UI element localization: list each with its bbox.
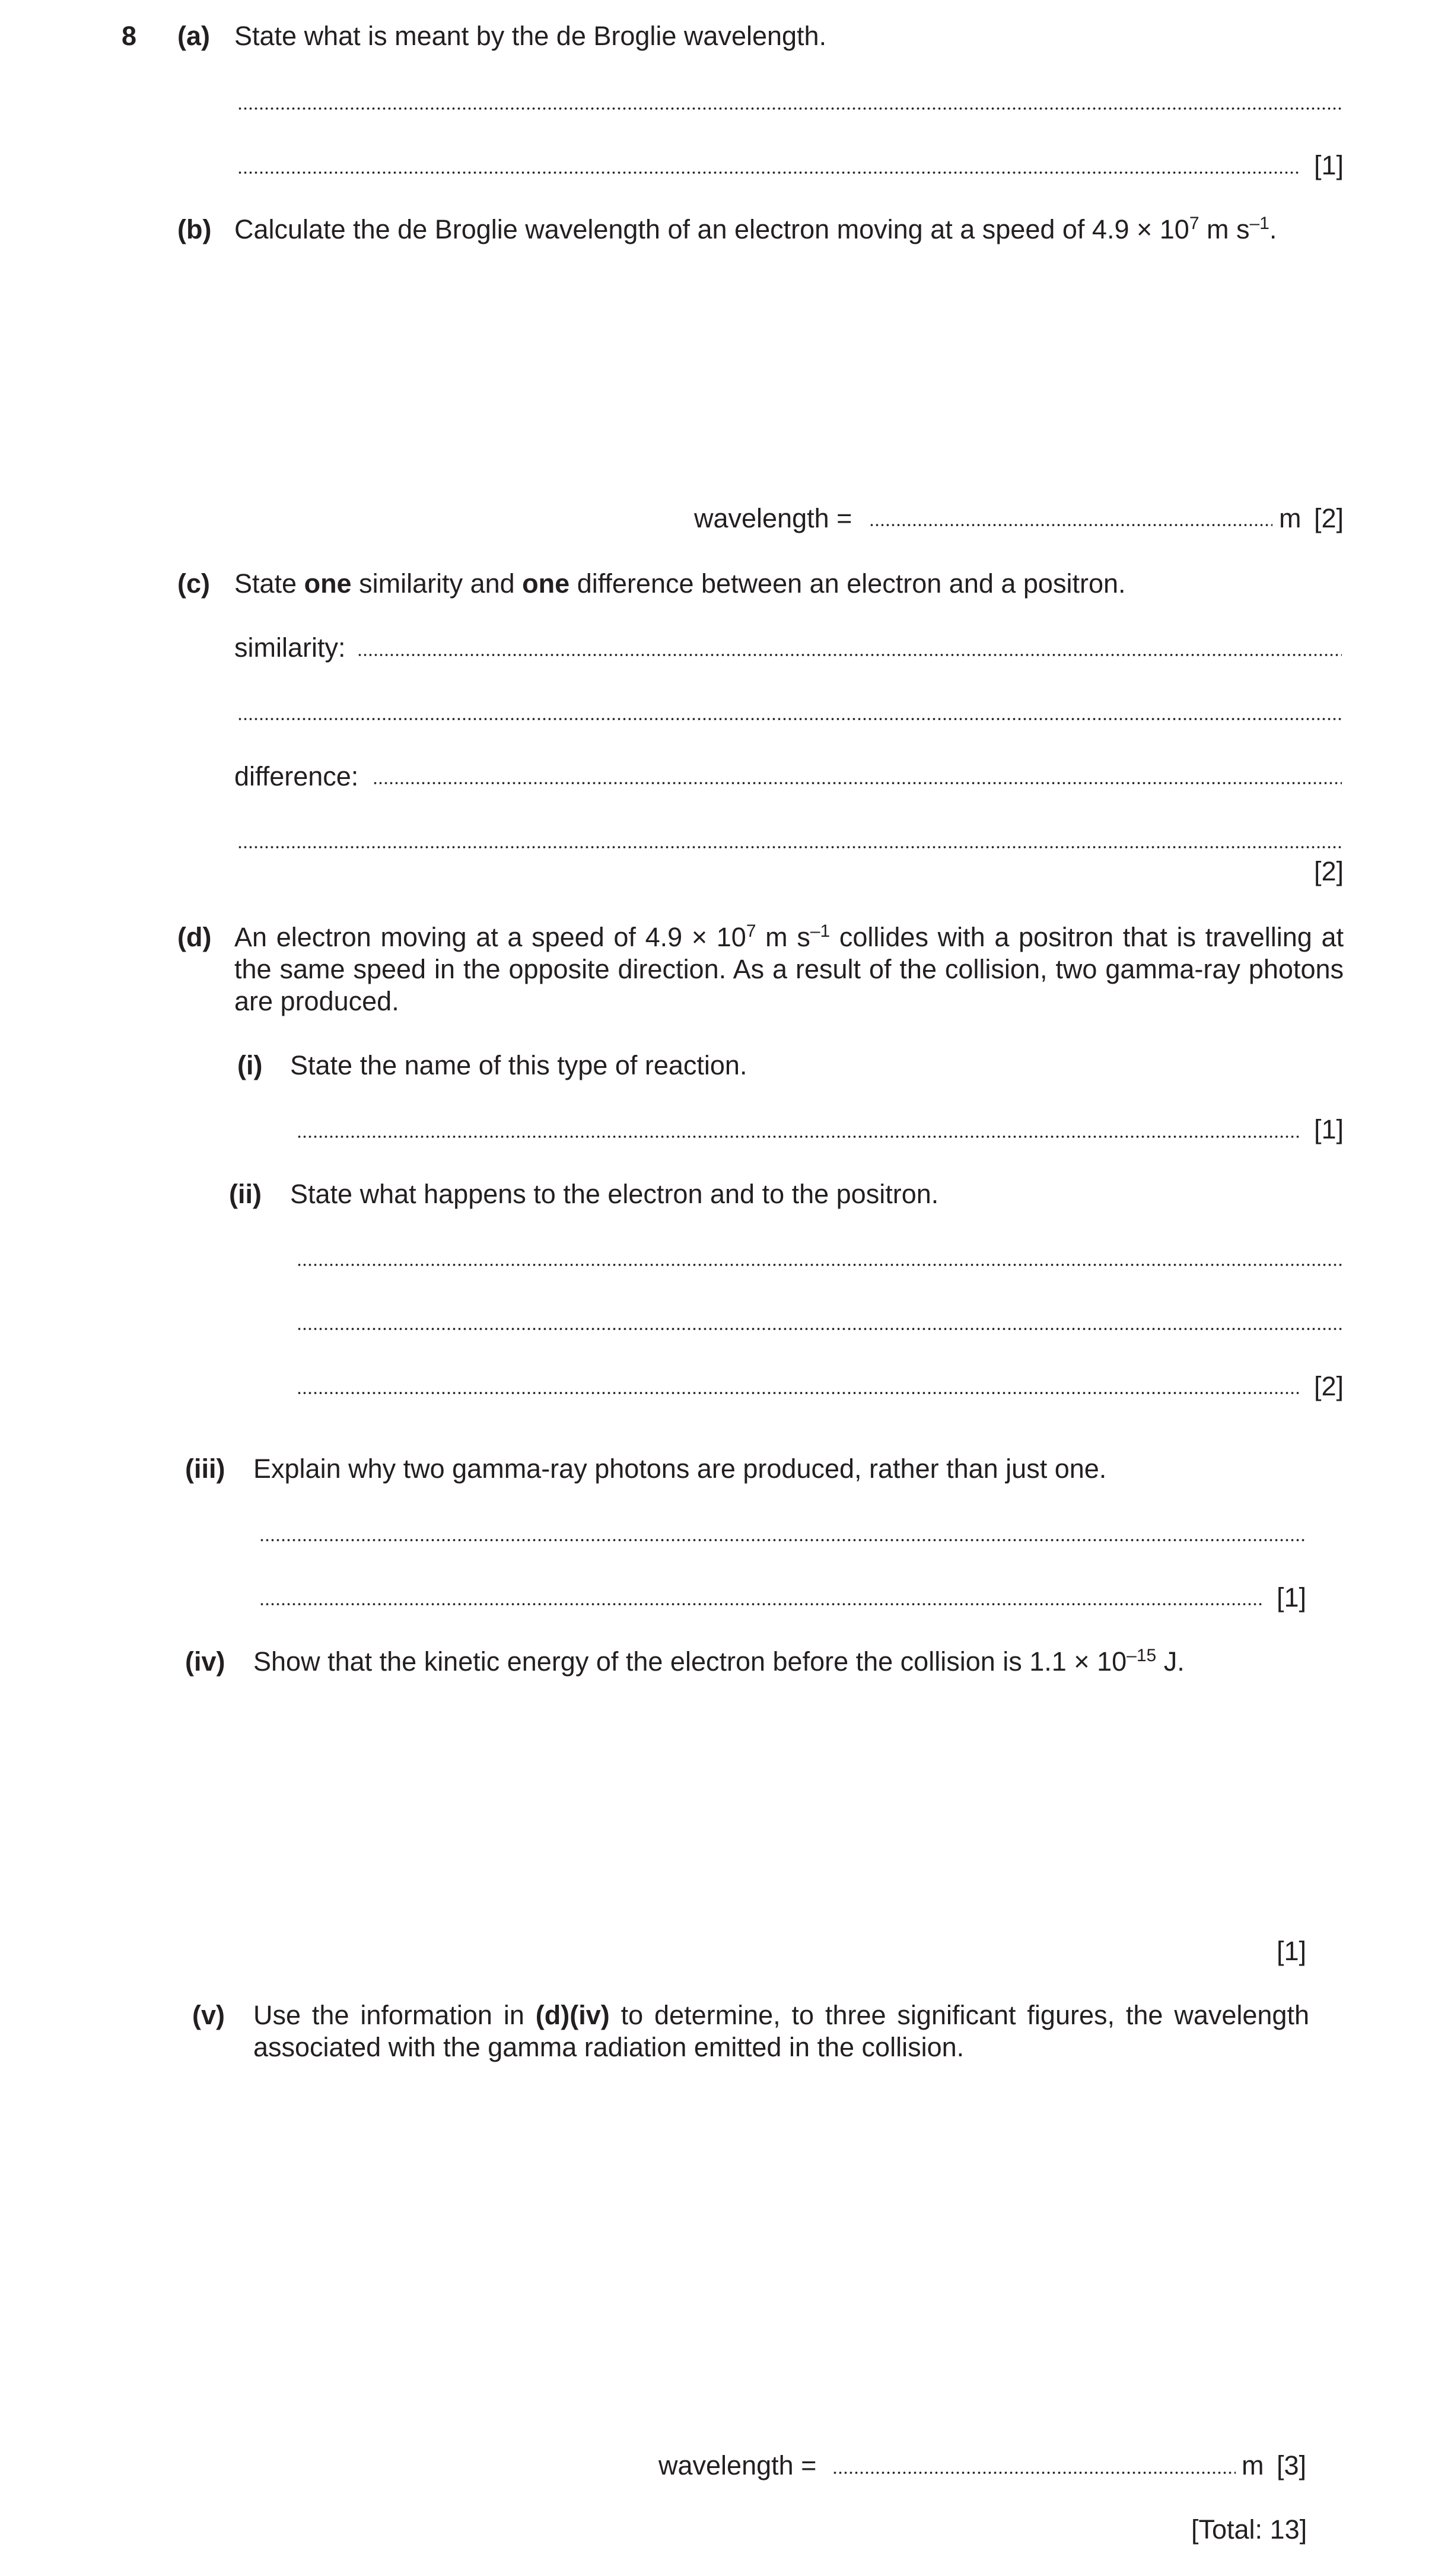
- answer-line-d-i[interactable]: [297, 1135, 1299, 1138]
- part-d-i-label: (i): [237, 1050, 263, 1080]
- question-number: 8: [122, 21, 137, 51]
- difference-label: difference:: [234, 761, 359, 791]
- part-d-iii-label: (iii): [185, 1454, 225, 1484]
- mark-c: [2]: [1314, 856, 1344, 886]
- part-d-iii-prompt: Explain why two gamma-ray photons are produced, rather than just one.: [253, 1454, 1107, 1484]
- answer-line-a2[interactable]: [237, 171, 1299, 174]
- mark-d-v: [3]: [1277, 2450, 1307, 2480]
- similarity-label: similarity:: [234, 632, 346, 663]
- part-b-label: (b): [177, 214, 212, 244]
- answer-line-d-iii-1[interactable]: [259, 1538, 1304, 1542]
- part-c-label: (c): [177, 568, 210, 599]
- part-d-iv-prompt: Show that the kinetic energy of the electron before the collision is $1.1 \times 10^{-15}$ J.: [253, 1646, 1185, 1677]
- answer-line-d-ii-2[interactable]: [297, 1327, 1342, 1331]
- answer-line-similarity-2[interactable]: [237, 717, 1342, 721]
- part-d-stem: An electron moving at a speed of $4.9 \times 10^7$ m $s^{-1}$ collides with a positron that is travelling at the same speed in the opposite direction. As a result of the collision, two gamma-ray photons are produced.: [234, 921, 1344, 1016]
- mark-d-i: [1]: [1314, 1114, 1344, 1144]
- part-d-label: (d): [177, 922, 212, 952]
- mark-a: [1]: [1314, 150, 1344, 180]
- part-a-prompt: State what is meant by the de Broglie wavelength.: [234, 21, 827, 51]
- part-b-prompt: Calculate the de Broglie wavelength of an electron moving at a speed of $4.9 \times 10^7$ m $s^{-1}$.: [234, 214, 1277, 244]
- answer-line-d-iii-2[interactable]: [259, 1602, 1262, 1606]
- mark-b: [2]: [1314, 503, 1344, 533]
- answer-line-difference-1[interactable]: [373, 781, 1342, 785]
- part-d-iv-label: (iv): [185, 1646, 225, 1677]
- unit-d-v: m: [1242, 2450, 1264, 2480]
- part-d-v-label: (v): [192, 2000, 225, 2030]
- mark-d-iv: [1]: [1277, 1936, 1307, 1966]
- part-d-i-prompt: State the name of this type of reaction.: [290, 1050, 747, 1080]
- answer-line-d-ii-3[interactable]: [297, 1391, 1299, 1395]
- answer-line-similarity-1[interactable]: [357, 653, 1342, 657]
- part-d-ii-prompt: State what happens to the electron and to the positron.: [290, 1179, 939, 1209]
- answer-line-b[interactable]: [869, 523, 1272, 527]
- part-d-v-prompt: Use the information in (d)(iv) to determine, to three significant figures, the wavelength associated with the gamma radiation emitted in the collision.: [253, 2000, 1309, 2062]
- total-marks: [Total: 13]: [1191, 2514, 1307, 2545]
- mark-d-ii: [2]: [1314, 1371, 1344, 1401]
- part-d-ii-label: (ii): [229, 1179, 262, 1209]
- answer-line-d-v[interactable]: [832, 2471, 1236, 2475]
- answer-line-a1[interactable]: [237, 107, 1342, 110]
- wavelength-label-b: wavelength =: [694, 503, 852, 533]
- wavelength-label-v: wavelength =: [658, 2450, 817, 2480]
- unit-b: m: [1279, 503, 1302, 533]
- answer-line-d-ii-1[interactable]: [297, 1263, 1342, 1267]
- answer-line-difference-2[interactable]: [237, 845, 1342, 849]
- part-c-prompt: State one similarity and one difference between an electron and a positron.: [234, 568, 1126, 599]
- part-a-label: (a): [177, 21, 210, 51]
- mark-d-iii: [1]: [1277, 1582, 1307, 1613]
